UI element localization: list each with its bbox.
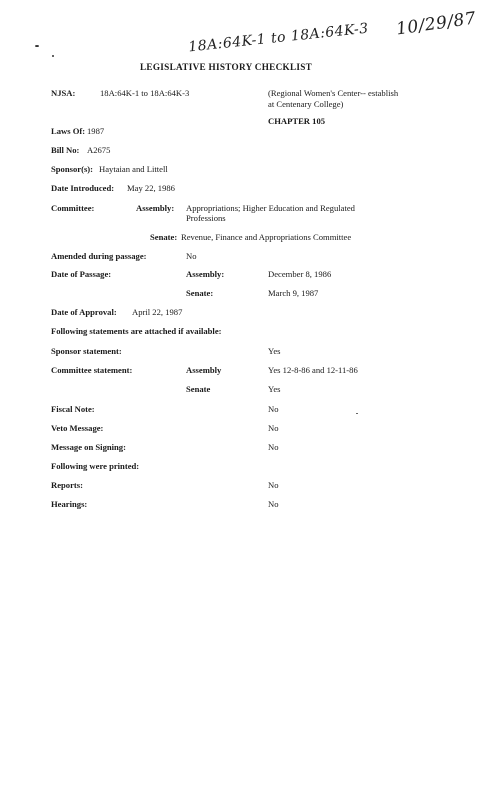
passage-senate-value: March 9, 1987 bbox=[268, 288, 319, 298]
following-printed-heading: Following were printed: bbox=[51, 461, 140, 471]
committee-assembly-line1: Appropriations; Higher Education and Regulated bbox=[186, 203, 355, 213]
hearings-label: Hearings: bbox=[51, 499, 88, 509]
handwritten-range: 18A:64K-1 to 18A:64K-3 bbox=[187, 20, 370, 56]
passage-assembly-label: Assembly: bbox=[186, 269, 225, 279]
committee-label: Committee: bbox=[51, 203, 95, 213]
sponsors-value: Haytaian and Littell bbox=[99, 164, 168, 174]
njsa-description-line2: at Centenary College) bbox=[268, 99, 344, 109]
scan-speck bbox=[35, 45, 39, 47]
committee-statement-assembly-value: Yes 12-8-86 and 12-11-86 bbox=[268, 365, 358, 375]
handwritten-date: 10/29/87 bbox=[394, 8, 478, 40]
committee-statement-senate-value: Yes bbox=[268, 384, 281, 394]
sponsor-statement-label: Sponsor statement: bbox=[51, 346, 122, 356]
scan-speck bbox=[356, 413, 358, 414]
bill-no-value: A2675 bbox=[87, 145, 111, 155]
laws-of-label: Laws Of: bbox=[51, 126, 86, 136]
bill-no-label: Bill No: bbox=[51, 145, 80, 155]
date-introduced-label: Date Introduced: bbox=[51, 183, 115, 193]
passage-assembly-value: December 8, 1986 bbox=[268, 269, 332, 279]
sponsor-statement-value: Yes bbox=[268, 346, 281, 356]
message-on-signing-value: No bbox=[268, 442, 279, 452]
committee-statement-senate-label: Senate bbox=[186, 384, 211, 394]
laws-of-value: 1987 bbox=[87, 126, 105, 136]
fiscal-note-label: Fiscal Note: bbox=[51, 404, 95, 414]
scan-speck bbox=[52, 55, 54, 57]
date-introduced-value: May 22, 1986 bbox=[127, 183, 175, 193]
reports-label: Reports: bbox=[51, 480, 83, 490]
fiscal-note-value: No bbox=[268, 404, 279, 414]
passage-label: Date of Passage: bbox=[51, 269, 112, 279]
page-title: LEGISLATIVE HISTORY CHECKLIST bbox=[140, 62, 313, 72]
njsa-description-line1: (Regional Women's Center-- establish bbox=[268, 88, 399, 98]
passage-senate-label: Senate: bbox=[186, 288, 214, 298]
njsa-label: NJSA: bbox=[51, 88, 76, 98]
approval-label: Date of Approval: bbox=[51, 307, 117, 317]
chapter-number: CHAPTER 105 bbox=[268, 116, 326, 126]
committee-senate-value: Revenue, Finance and Appropriations Committee bbox=[181, 232, 352, 242]
amended-value: No bbox=[186, 251, 197, 261]
following-attached-heading: Following statements are attached if available: bbox=[51, 326, 222, 336]
veto-message-label: Veto Message: bbox=[51, 423, 104, 433]
message-on-signing-label: Message on Signing: bbox=[51, 442, 126, 452]
amended-label: Amended during passage: bbox=[51, 251, 147, 261]
sponsors-label: Sponsor(s): bbox=[51, 164, 94, 174]
njsa-value: 18A:64K-1 to 18A:64K-3 bbox=[100, 88, 190, 98]
committee-assembly-label: Assembly: bbox=[136, 203, 175, 213]
committee-senate-label: Senate: bbox=[150, 232, 178, 242]
hearings-value: No bbox=[268, 499, 279, 509]
committee-statement-assembly-label: Assembly bbox=[186, 365, 222, 375]
committee-statement-label: Committee statement: bbox=[51, 365, 133, 375]
committee-assembly-line2: Professions bbox=[186, 213, 226, 223]
reports-value: No bbox=[268, 480, 279, 490]
veto-message-value: No bbox=[268, 423, 279, 433]
approval-value: April 22, 1987 bbox=[132, 307, 183, 317]
